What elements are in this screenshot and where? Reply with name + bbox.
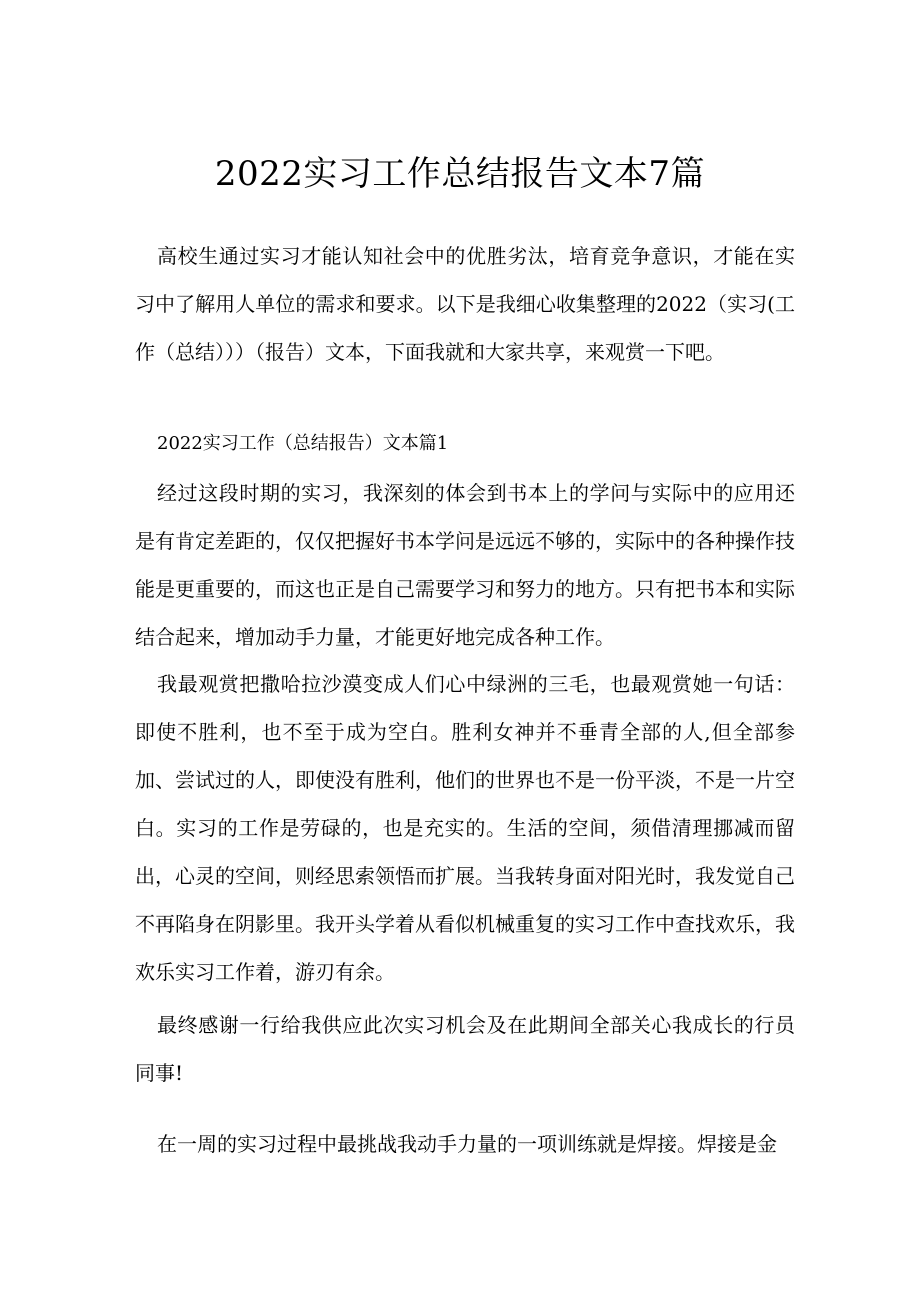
intro-paragraph: 高校生通过实习才能认知社会中的优胜劣汰，培育竞争意识，才能在实习中了解用人单位的需求和要求。以下是我细心收集整理的2022（实习(工作（总结）））（报告）文本，下面我就和大家共享，来观赏一下吧。 [135, 244, 795, 364]
body-paragraph-1: 经过这段时期的实习，我深刻的体会到书本上的学问与实际中的应用还是有肯定差距的，仅仅把握好书本学问是远远不够的，实际中的各种操作技能是更重要的，而这也正是自己需要学习和努力的地方。只有把书本和实际结合起来，增加动手力量，才能更好地完成各种工作。 [135, 481, 795, 649]
body-paragraph-4: 在一周的实习过程中最挑战我动手力量的一项训练就是焊接。焊接是金 [157, 1132, 777, 1156]
section-heading: 2022实习工作（总结报告）文本篇1 [157, 433, 449, 454]
document-title: 2022实习工作总结报告文本7篇 [214, 154, 706, 194]
body-paragraph-2: 我最观赏把撒哈拉沙漠变成人们心中绿洲的三毛，也最观赏她一句话：即使不胜利，也不至于成为空白。胜利女神并不垂青全部的人,但全部参加、尝试过的人，即使没有胜利，他们的世界也不是一份平淡，不是一片空白。实习的工作是劳碌的，也是充实的。生活的空间，须借清理挪减而留出，心灵的空间，则经思索领悟而扩展。当我转身面对阳光时，我发觉自己不再陷身在阴影里。我开头学着从看似机械重复的实习工作中查找欢乐，我欢乐实习工作着，游刃有余。 [135, 672, 795, 984]
body-paragraph-3: 最终感谢一行给我供应此次实习机会及在此期间全部关心我成长的行员同事! [135, 1013, 795, 1085]
